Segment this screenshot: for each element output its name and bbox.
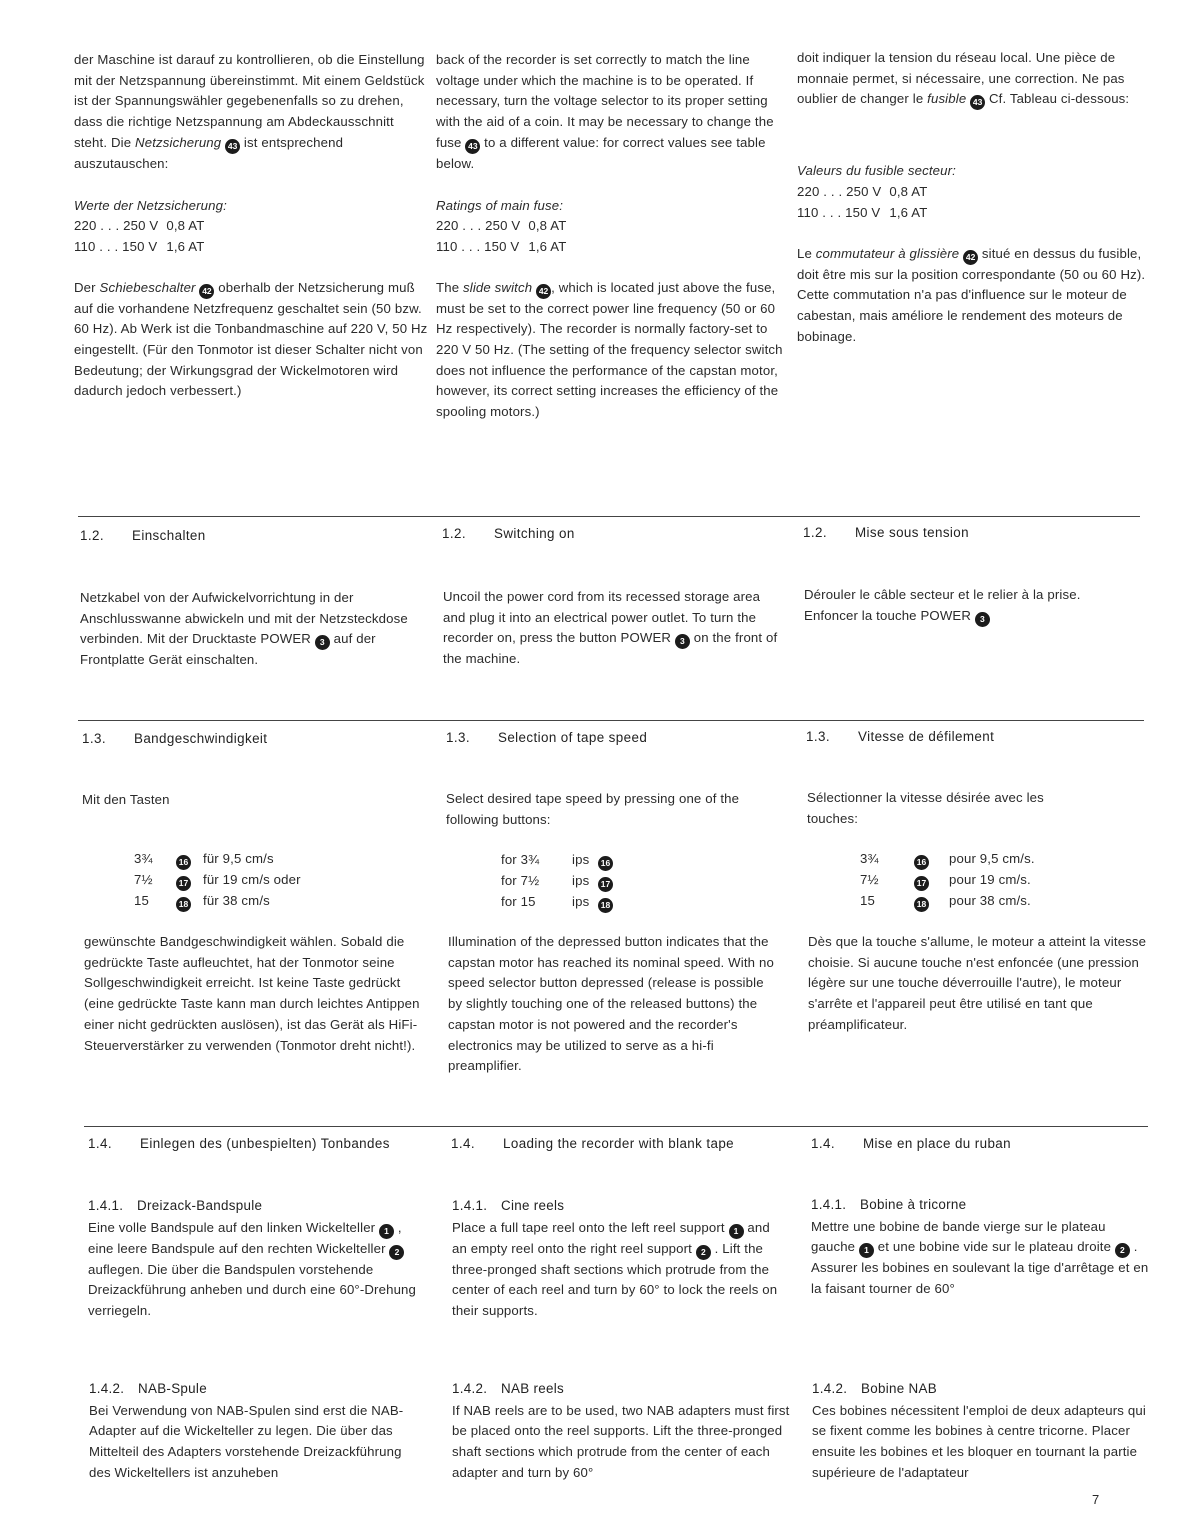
table-cell: 0,8 AT <box>166 218 205 234</box>
subsection-nab-fr <box>812 1379 1152 1484</box>
subsection-title: NAB reels <box>501 1381 564 1396</box>
part-number-badge: 2 <box>1115 1243 1130 1258</box>
part-number-badge: 3 <box>315 635 330 650</box>
table-row <box>436 237 574 258</box>
subsection-number: 1.4.2. <box>452 1381 488 1396</box>
section-title: Mise en place du ruban <box>863 1136 1012 1151</box>
subsection-heading <box>811 1195 1151 1216</box>
subsection-title: Dreizack-Bandspule <box>137 1198 263 1213</box>
table-row <box>797 203 935 224</box>
section-title: Switching on <box>494 526 575 541</box>
text: Cf. Tableau ci-dessous: <box>985 91 1130 107</box>
part-number-badge: 1 <box>859 1243 874 1258</box>
emphasis: slide switch <box>463 279 533 295</box>
speed-unit: ips <box>572 894 590 909</box>
text: Le <box>797 245 816 261</box>
part-number-badge: 2 <box>389 1245 404 1260</box>
fuse-paragraph <box>74 50 429 175</box>
table-row <box>436 216 574 237</box>
section-heading-en <box>442 526 575 541</box>
subsection-body <box>88 1218 423 1322</box>
top-column-fr <box>797 48 1152 347</box>
subsection-heading <box>88 1196 423 1217</box>
part-number-badge: 43 <box>465 139 480 154</box>
subsection-body <box>811 1217 1151 1300</box>
speed-value: 15 <box>860 893 875 908</box>
text: situé en dessus du fusible, doit être mis sur la position correspondante (50 ou 60 Hz). Cette commutation n'a pas d'influence sur le moteur de cabestan, mais améliore le rendement des moteurs de bobinage. <box>797 245 1146 344</box>
section-number: 1.3. <box>446 730 470 745</box>
list-item <box>860 849 1100 870</box>
section-heading-fr <box>806 729 994 744</box>
table-cell: 0,8 AT <box>528 218 567 234</box>
emphasis: fusible <box>927 91 967 107</box>
section-heading-fr <box>803 525 969 540</box>
text: auflegen. Die über die Bandspulen vorstehende Dreizackführung anheben und durch eine 60°-Drehung verriegeln. <box>88 1261 417 1319</box>
section-title: Einlegen des (unbespielten) Tonbandes <box>140 1136 390 1151</box>
subsection-heading <box>452 1379 792 1400</box>
subsection-heading <box>452 1196 787 1217</box>
speed-text: für 38 cm/s <box>203 893 270 908</box>
text: . Lift the three-pronged shaft sections which protrude from the center of each reel and turn by 60° to lock the reels on their supports. <box>452 1240 778 1319</box>
part-number-badge: 1 <box>379 1224 394 1239</box>
subsection-body: If NAB reels are to be used, two NAB adapters must first be placed onto the reel supports. Lift the three-pronged shaft sections which protrude from the center of each adapter and turn by 60° <box>452 1402 790 1480</box>
subsection-cine-fr <box>811 1195 1151 1300</box>
part-number-badge: 1 <box>729 1224 744 1239</box>
fuse-paragraph <box>797 48 1152 110</box>
ratings-table <box>74 216 212 257</box>
section-number: 1.2. <box>803 525 827 540</box>
table-cell: 220 . . . 250 V <box>74 218 159 234</box>
ratings-title: Valeurs du fusible secteur: <box>797 163 956 179</box>
top-column-en <box>436 50 791 423</box>
part-number-badge: 42 <box>963 250 978 265</box>
text: oberhalb der Netzsicherung muß auf die vorhandene Netzfrequenz geschaltet sein (50 bzw. 60 Hz). Ab Werk ist die Tonbandmaschine auf 220 V, 50 Hz eingestellt. (Für den Tonmotor ist dieser Schalter nicht von Bedeutung; der Wirkungsgrad der Wickelmotoren wird dadurch jedoch verbessert.) <box>74 279 428 399</box>
top-column-de <box>74 50 429 402</box>
table-cell: 110 . . . 150 V <box>797 204 881 220</box>
speed-button-badge: 17 <box>914 876 929 891</box>
subsection-title: NAB-Spule <box>138 1381 207 1396</box>
speed-body-fr: Dès que la touche s'allume, le moteur a atteint la vitesse choisie. Si aucune touche n'est enfoncée (une pression légère sur une touche déverrouille l'autre), le moteur s'arrête et l'appareil peut être utilisé en tant que préamplificateur. <box>808 934 1147 1032</box>
subsection-body <box>452 1218 787 1322</box>
section-divider <box>78 516 1140 517</box>
section-title: Loading the recorder with blank tape <box>503 1136 735 1151</box>
table-row <box>74 237 212 258</box>
part-number-badge: 42 <box>199 284 214 299</box>
text: der Maschine ist darauf zu kontrollieren, ob die Einstellung mit der Netzspannung übereinstimmt. Mit einem Geldstück ist der Spannungswähler gegebenenfalls so zu drehen, dass die richtige Netzspannung am Abdeckausschnitt steht. Die <box>74 52 425 150</box>
speed-list-fr <box>860 849 1100 912</box>
section-heading-en <box>446 730 647 745</box>
section-title: Mise sous tension <box>855 525 969 540</box>
switch-paragraph <box>74 278 429 403</box>
text: The <box>436 279 463 295</box>
speed-text: für 19 cm/s oder <box>203 872 301 887</box>
speed-value: for 7½ <box>501 873 540 888</box>
section-number: 1.2. <box>442 526 466 541</box>
speed-list-en <box>501 850 701 913</box>
power-paragraph-fr <box>804 585 1129 627</box>
subsection-cine-de <box>88 1196 423 1322</box>
part-number-badge: 42 <box>536 284 551 299</box>
section-heading-de <box>80 528 206 543</box>
list-item <box>501 892 701 913</box>
section-heading-de <box>82 731 267 746</box>
section-title: Vitesse de défilement <box>858 729 995 744</box>
table-row <box>797 182 935 203</box>
speed-value: for 15 <box>501 894 536 909</box>
table-cell: 1,6 AT <box>166 238 205 254</box>
section-heading-en <box>451 1136 734 1151</box>
ratings-table <box>797 182 935 223</box>
speed-value: 15 <box>134 893 149 908</box>
list-item <box>501 850 701 871</box>
section-number: 1.2. <box>80 528 104 543</box>
speed-button-badge: 16 <box>914 855 929 870</box>
subsection-title: Bobine NAB <box>861 1381 937 1396</box>
text: Place a full tape reel onto the left reel support <box>452 1219 729 1235</box>
text: Der <box>74 279 100 295</box>
speed-button-badge: 17 <box>176 876 191 891</box>
section-heading-de <box>88 1136 390 1151</box>
subsection-number: 1.4.2. <box>812 1381 848 1396</box>
text: Mettre une bobine de bande vierge sur le plateau gauche <box>811 1218 1106 1255</box>
text: , eine leere Bandspule auf den rechten Wickelteller <box>88 1219 402 1256</box>
table-cell: 0,8 AT <box>889 184 928 200</box>
switch-paragraph <box>797 244 1152 348</box>
emphasis: Schiebeschalter <box>99 279 196 295</box>
ratings-table <box>436 216 574 257</box>
list-item <box>501 871 701 892</box>
subsection-nab-de <box>89 1379 424 1484</box>
text: and an empty reel onto the right reel support <box>452 1219 770 1256</box>
text: Uncoil the power cord from its recessed storage area and plug it into an electrical power outlet. To turn the recorder on, press the button POWER <box>443 589 761 646</box>
section-number: 1.4. <box>451 1136 475 1151</box>
list-item <box>860 870 1100 891</box>
part-number-badge: 3 <box>975 612 990 627</box>
subsection-title: Cine reels <box>501 1198 565 1213</box>
subsection-cine-en <box>452 1196 787 1322</box>
speed-text: pour 38 cm/s. <box>949 893 1031 908</box>
speed-unit: ips <box>572 852 590 867</box>
subsection-heading <box>89 1379 424 1400</box>
text: Netzkabel von der Aufwickelvorrichtung in der Anschlusswanne abwickeln und mit der Netzsteckdose verbinden. Mit der Drucktaste POWER <box>80 590 408 647</box>
power-paragraph-de <box>80 588 425 671</box>
subsection-number: 1.4.2. <box>89 1381 125 1396</box>
speed-body-en: Illumination of the depressed button indicates that the capstan motor has reached its nominal speed. With no speed selector button depressed (release is possible by slightly touching one of the released buttons) the capstan motor is not powered and the recorder's electronics may be utilized to serve as a hi-fi preamplifier. <box>448 934 774 1074</box>
part-number-badge: 2 <box>696 1245 711 1260</box>
text: Dérouler le câble secteur et le relier à la prise. Enfoncer la touche POWER <box>804 587 1081 623</box>
speed-lead-en: Select desired tape speed by pressing one of the following buttons: <box>446 791 740 827</box>
section-divider <box>78 720 1144 721</box>
text: back of the recorder is set correctly to match the line voltage under which the machine is to be operated. If necessary, turn the voltage selector to its proper setting with the aid of a coin. It may be necessary to change the fuse <box>436 52 774 150</box>
text: Eine volle Bandspule auf den linken Wickelteller <box>88 1219 380 1235</box>
speed-button-badge: 16 <box>176 855 191 870</box>
speed-button-badge: 18 <box>176 897 191 912</box>
section-number: 1.4. <box>88 1136 112 1151</box>
list-item <box>134 870 394 891</box>
text: on the front of the machine. <box>443 630 778 667</box>
subsection-number: 1.4.1. <box>811 1197 847 1212</box>
part-number-badge: 3 <box>675 634 690 649</box>
power-paragraph-en <box>443 587 778 670</box>
speed-body-de: gewünschte Bandgeschwindigkeit wählen. Sobald die gedrückte Taste aufleuchtet, hat der Tonmotor seine Sollgeschwindigkeit erreicht. Ist keine Taste gedrückt (eine gedrückte Taste kann man durch leichtes Antippen einer nicht gedrückten auslösen), ist das Gerät als HiFi-Steuerverstärker zu verwenden (Tonmotor dreht nicht!). <box>84 934 420 1053</box>
speed-value: 3¾ <box>860 851 879 866</box>
speed-value: for 3¾ <box>501 852 540 867</box>
speed-unit: ips <box>572 873 590 888</box>
speed-button-badge: 16 <box>598 856 613 871</box>
speed-list-de <box>134 849 394 912</box>
text: et une bobine vide sur le plateau droite <box>873 1239 1115 1255</box>
list-item <box>134 849 394 870</box>
subsection-body: Bei Verwendung von NAB-Spulen sind erst die NAB-Adapter auf die Wickelteller zu legen. Die über das Mittelteil des Adapters vorstehende Dreizackführung des Wickeltellers ist anzuheben <box>89 1402 404 1480</box>
list-item <box>134 891 394 912</box>
speed-text: pour 19 cm/s. <box>949 872 1031 887</box>
speed-value: 7½ <box>134 872 153 887</box>
switch-paragraph <box>436 278 791 423</box>
ratings-title: Ratings of main fuse: <box>436 197 564 213</box>
speed-button-badge: 18 <box>598 898 613 913</box>
subsection-body: Ces bobines nécessitent l'emploi de deux adapteurs qui se fixent comme les bobines à centre tricorne. Placer ensuite les bobines et les bloquer en tournant la partie supérieure de l'adaptateur <box>812 1402 1146 1480</box>
speed-text: für 9,5 cm/s <box>203 851 274 866</box>
ratings-title: Werte der Netzsicherung: <box>74 197 227 213</box>
section-number: 1.3. <box>806 729 830 744</box>
speed-value: 3¾ <box>134 851 153 866</box>
section-number: 1.3. <box>82 731 106 746</box>
part-number-badge: 43 <box>970 95 985 110</box>
part-number-badge: 43 <box>225 139 240 154</box>
text: auf der Frontplatte Gerät einschalten. <box>80 631 376 668</box>
speed-text: pour 9,5 cm/s. <box>949 851 1035 866</box>
section-divider <box>84 1126 1148 1127</box>
speed-button-badge: 17 <box>598 877 613 892</box>
section-heading-fr <box>811 1136 1011 1151</box>
subsection-heading <box>812 1379 1152 1400</box>
table-cell: 1,6 AT <box>528 238 567 254</box>
emphasis: Netzsicherung <box>135 134 222 150</box>
section-title: Einschalten <box>132 528 206 543</box>
speed-button-badge: 18 <box>914 897 929 912</box>
section-title: Bandgeschwindigkeit <box>134 731 268 746</box>
table-cell: 1,6 AT <box>889 204 928 220</box>
section-title: Selection of tape speed <box>498 730 648 745</box>
text: ist entsprechend auszutauschen: <box>74 134 344 171</box>
speed-lead-fr: Sélectionner la vitesse désirée avec les touches: <box>807 790 1044 826</box>
table-cell: 220 . . . 250 V <box>436 218 521 234</box>
subsection-number: 1.4.1. <box>88 1198 124 1213</box>
fuse-paragraph <box>436 50 791 175</box>
table-cell: 110 . . . 150 V <box>436 238 520 254</box>
table-cell: 220 . . . 250 V <box>797 184 882 200</box>
page-number: 7 <box>1092 1492 1100 1507</box>
text: doit indiquer la tension du réseau local. Une pièce de monnaie permet, si nécessaire, une correction. Ne pas oublier de changer le <box>797 50 1125 107</box>
subsection-number: 1.4.1. <box>452 1198 488 1213</box>
list-item <box>860 891 1100 912</box>
text: to a different value: for correct values see table below. <box>436 134 766 171</box>
speed-lead-de: Mit den Tasten <box>82 792 170 807</box>
subsection-title: Bobine à tricorne <box>860 1197 967 1212</box>
table-cell: 110 . . . 150 V <box>74 238 158 254</box>
text: . Assurer les bobines en soulevant la tige d'arrêtage et en la faisant tourner de 60° <box>811 1239 1149 1297</box>
subsection-nab-en <box>452 1379 792 1484</box>
section-number: 1.4. <box>811 1136 835 1151</box>
table-row <box>74 216 212 237</box>
speed-value: 7½ <box>860 872 879 887</box>
text: , which is located just above the fuse, must be set to the correct power line frequency (50 or 60 Hz respectively). The recorder is normally factory-set to 220 V 50 Hz. (The setting of the frequency selector switch does not influence the performance of the capstan motor, however, its correct setting increases the efficiency of the spooling motors.) <box>436 279 783 420</box>
emphasis: commutateur à glissière <box>815 245 960 261</box>
